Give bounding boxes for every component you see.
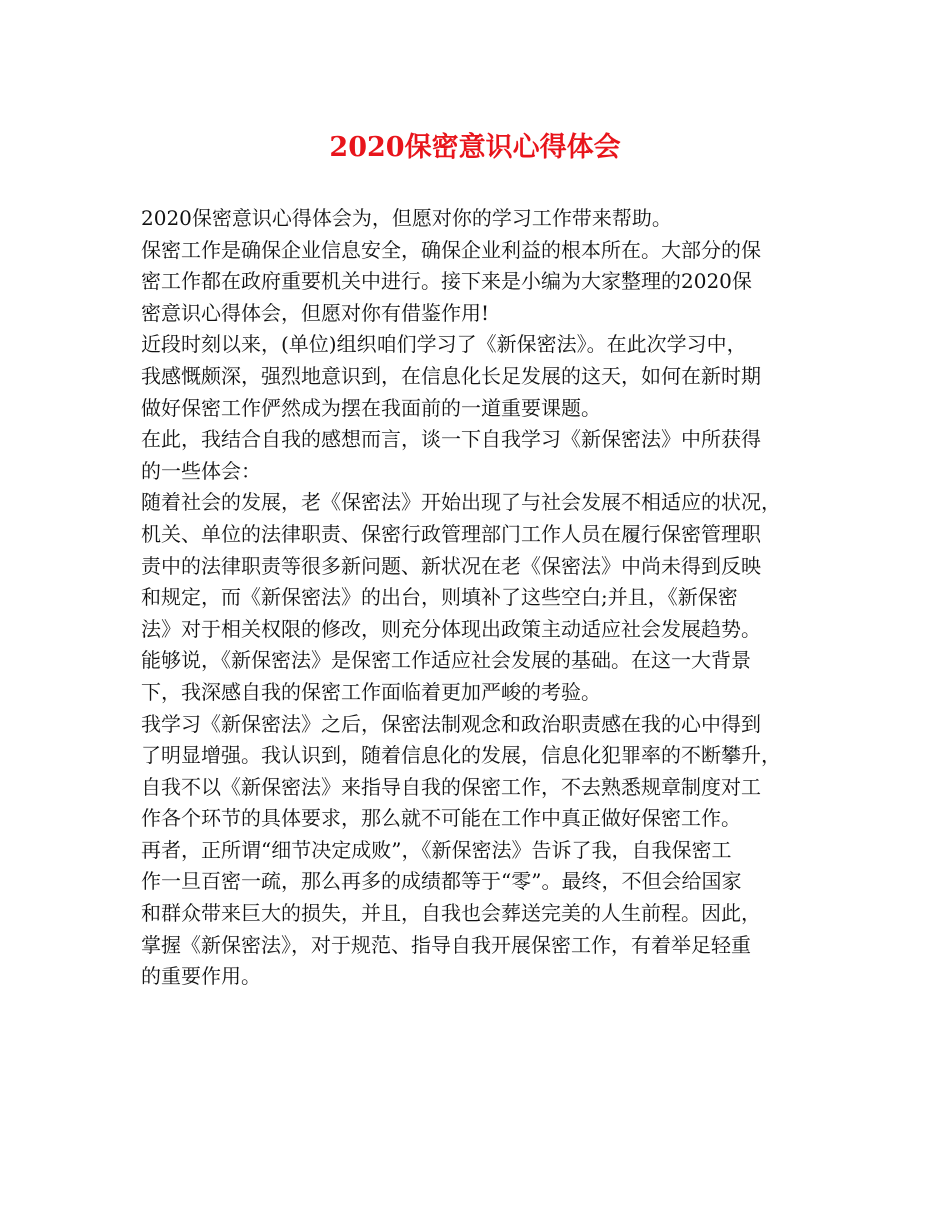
text-line: 在此，我结合自我的感想而言，谈一下自我学习《新保密法》中所获得: [141, 427, 761, 452]
text-line: 机关、单位的法律职责、保密行政管理部门工作人员在履行保密管理职: [141, 521, 761, 546]
text-line: 保密工作是确保企业信息安全，确保企业利益的根本所在。大部分的保: [141, 237, 761, 262]
text-line: 掌握《新保密法》，对于规范、指导自我开展保密工作，有着举足轻重: [141, 932, 751, 957]
text-line: 密意识心得体会，但愿对你有借鉴作用!: [141, 300, 490, 325]
text-line: 的重要作用。: [141, 964, 261, 989]
text-line: 作各个环节的具体要求，那么就不可能在工作中真正做好保密工作。: [141, 806, 741, 831]
text-line: 近段时刻以来，(单位)组织咱们学习了《新保密法》。在此次学习中，: [141, 332, 747, 357]
text-line: 做好保密工作俨然成为摆在我面前的一道重要课题。: [141, 395, 601, 420]
text-line: 责中的法律职责等很多新问题、新状况在老《保密法》中尚未得到反映: [141, 553, 761, 578]
text-line: 和规定，而《新保密法》的出台，则填补了这些空白;并且，《新保密: [141, 585, 738, 610]
text-line: 了明显增强。我认识到，随着信息化的发展，信息化犯罪率的不断攀升，: [141, 743, 781, 768]
text-line: 我感慨颇深，强烈地意识到，在信息化长足发展的这天，如何在新时期: [141, 363, 761, 388]
text-line: 我学习《新保密法》之后，保密法制观念和政治职责感在我的心中得到: [141, 711, 761, 736]
text-line: 密工作都在政府重要机关中进行。接下来是小编为大家整理的2020保: [141, 269, 752, 294]
text-line: 的一些体会：: [141, 458, 261, 483]
document-body: [141, 203, 821, 993]
text-line: 和群众带来巨大的损失，并且，自我也会葬送完美的人生前程。因此，: [141, 901, 761, 926]
text-line: 能够说，《新保密法》是保密工作适应社会发展的基础。在这一大背景: [141, 648, 751, 673]
text-line: 下，我深感自我的保密工作面临着更加严峻的考验。: [141, 679, 601, 704]
page-title: 2020保密意识心得体会: [329, 132, 621, 163]
text-line: 法》对于相关权限的修改，则充分体现出政策主动适应社会发展趋势。: [141, 616, 761, 641]
text-line: 2020保密意识心得体会为，但愿对你的学习工作带来帮助。: [141, 206, 672, 230]
text-line: 自我不以《新保密法》来指导自我的保密工作，不去熟悉规章制度对工: [141, 774, 761, 799]
text-line: 随着社会的发展，老《保密法》开始出现了与社会发展不相适应的状况，: [141, 490, 781, 515]
text-line: 作一旦百密一疏，那么再多的成绩都等于“零”。最终，不但会给国家: [141, 869, 742, 894]
text-line: 再者，正所谓“细节决定成败”，《新保密法》告诉了我，自我保密工: [141, 837, 732, 862]
